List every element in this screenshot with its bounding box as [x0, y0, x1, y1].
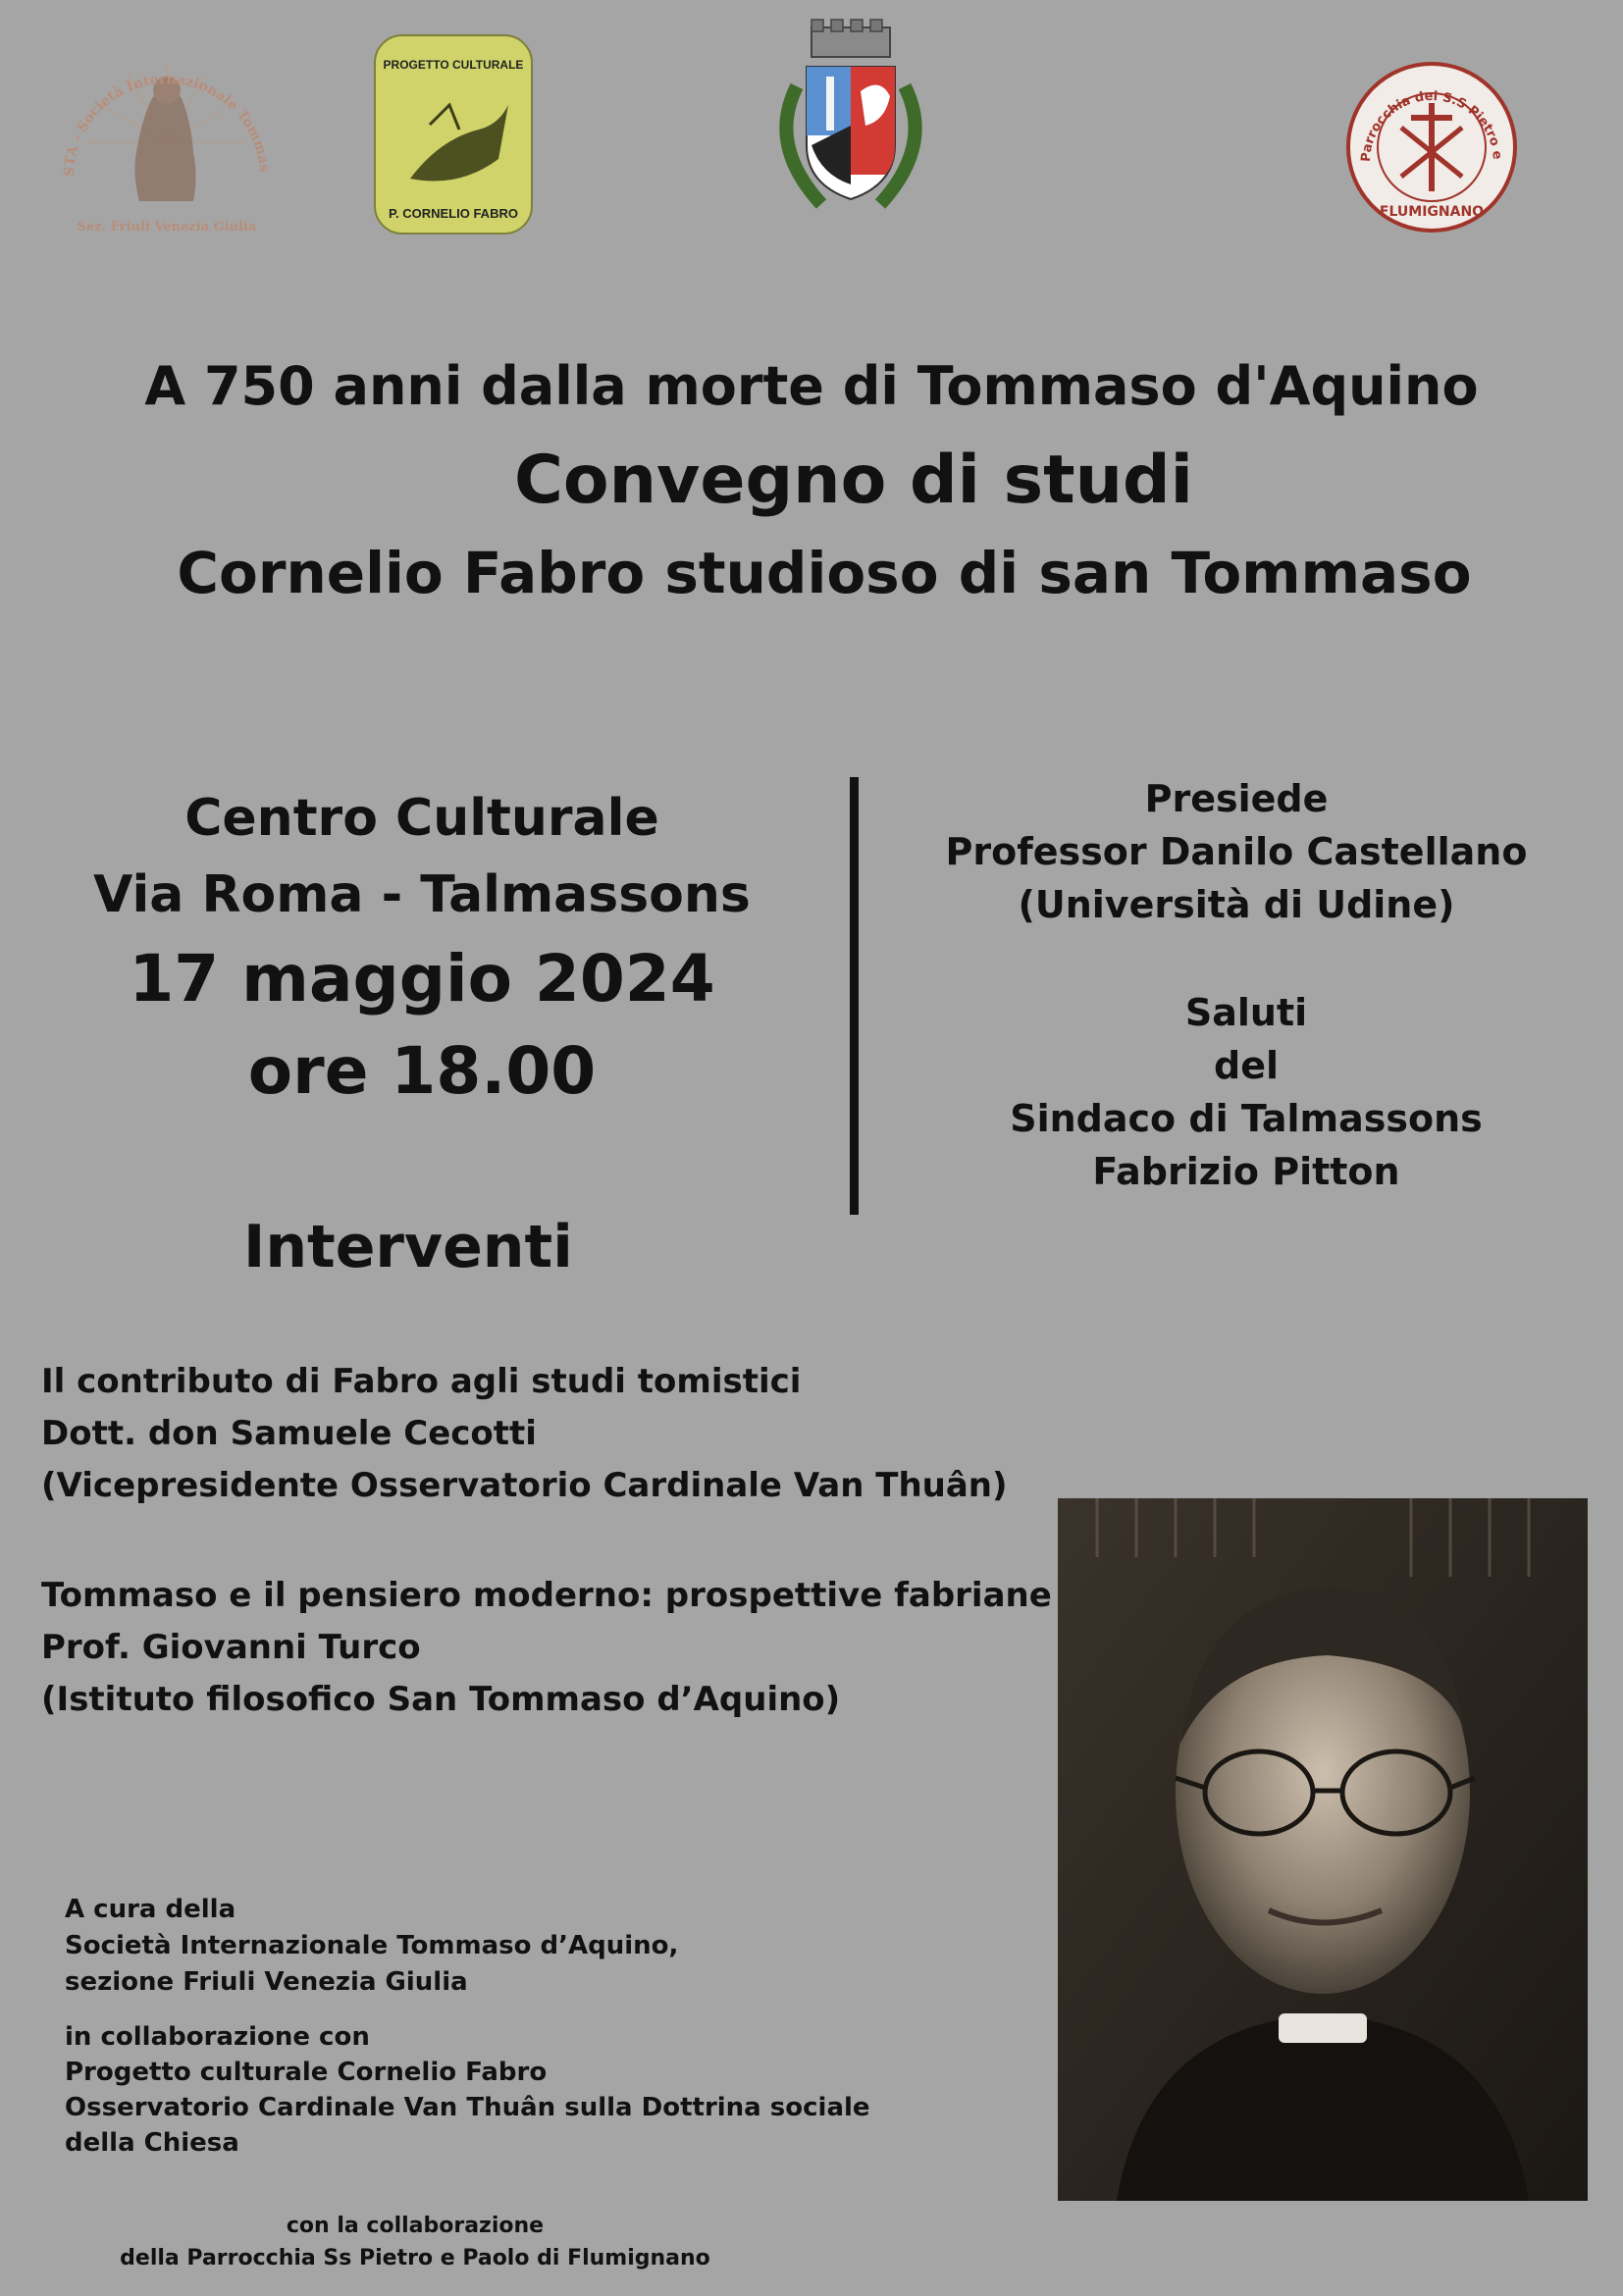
- fabro-logo-top-text: PROGETTO CULTURALE: [383, 58, 524, 72]
- venue-place: Centro Culturale: [184, 789, 659, 848]
- fabro-logo-bottom-text: P. CORNELIO FABRO: [389, 206, 518, 221]
- parish-collab-line: con la collaborazione: [286, 2214, 545, 2238]
- collab-line: Osservatorio Cardinale Van Thuân sulla Dottrina sociale: [65, 2093, 870, 2122]
- chair-block: [922, 772, 1550, 931]
- chair-name: Professor Danilo Castellano: [945, 830, 1528, 873]
- greetings-line3: Sindaco di Talmassons: [1010, 1097, 1483, 1140]
- parish-bottom-text: FLUMIGNANO: [1379, 204, 1485, 220]
- vertical-divider: [850, 777, 859, 1215]
- parish-collaboration-block: [67, 2210, 763, 2274]
- curated-line: sezione Friuli Venezia Giulia: [65, 1967, 468, 1997]
- stia-ring-text: STA - Società Internazionale Tommas: [61, 71, 272, 178]
- event-date: 17 maggio 2024: [129, 941, 715, 1017]
- cornelio-fabro-portrait-photo: [1058, 1498, 1588, 2201]
- talk-speaker: Prof. Giovanni Turco: [41, 1628, 421, 1667]
- conference-title: Convegno di studi: [514, 442, 1193, 519]
- curated-by-block: [65, 1892, 678, 2001]
- greetings-line4: Fabrizio Pitton: [1092, 1150, 1400, 1193]
- collaboration-block: [65, 2019, 870, 2161]
- venue-address: Via Roma - Talmassons: [93, 865, 751, 924]
- parish-ring-text: Parrocchia dei S.S Pietro e: [1358, 88, 1505, 163]
- talk-item: [41, 1356, 1008, 1512]
- chair-label: Presiede: [1144, 777, 1329, 820]
- talk-affiliation: (Istituto filosofico San Tommaso d’Aquino): [41, 1680, 841, 1719]
- flumignano-parish-seal: [1342, 59, 1521, 235]
- stia-society-logo: [44, 29, 289, 245]
- talk-title: Tommaso e il pensiero moderno: prospettive fabriane: [41, 1576, 1052, 1615]
- stia-section-text: Sez. Friuli Venezia Giulia: [77, 220, 257, 235]
- cornelio-fabro-project-logo: [371, 31, 536, 237]
- venue-block: [59, 780, 785, 1118]
- talk-affiliation: (Vicepresidente Osservatorio Cardinale Van Thuân): [41, 1466, 1008, 1505]
- curated-line: Società Internazionale Tommaso d’Aquino,: [65, 1931, 679, 1960]
- event-time: ore 18.00: [247, 1033, 597, 1109]
- curated-line: A cura della: [65, 1895, 236, 1924]
- collab-line: in collaborazione con: [65, 2022, 370, 2052]
- greetings-line1: Saluti: [1184, 991, 1308, 1034]
- collab-line: Progetto culturale Cornelio Fabro: [65, 2058, 548, 2087]
- greetings-block: [942, 986, 1550, 1198]
- anniversary-title: A 750 anni dalla morte di Tommaso d'Aquino: [144, 355, 1479, 417]
- talmassons-coat-of-arms: [758, 18, 944, 229]
- conference-subtitle: Cornelio Fabro studioso di san Tommaso: [177, 540, 1472, 606]
- talk-speaker: Dott. don Samuele Cecotti: [41, 1414, 537, 1453]
- chair-affiliation: (Università di Udine): [1018, 883, 1455, 926]
- interventi-heading: Interventi: [243, 1213, 573, 1281]
- greetings-line2: del: [1214, 1044, 1279, 1087]
- collab-line: della Chiesa: [65, 2128, 239, 2158]
- parish-collab-line: della Parrocchia Ss Pietro e Paolo di Flumignano: [120, 2246, 710, 2270]
- talk-title: Il contributo di Fabro agli studi tomistici: [41, 1362, 802, 1401]
- talk-item: [41, 1570, 1052, 1726]
